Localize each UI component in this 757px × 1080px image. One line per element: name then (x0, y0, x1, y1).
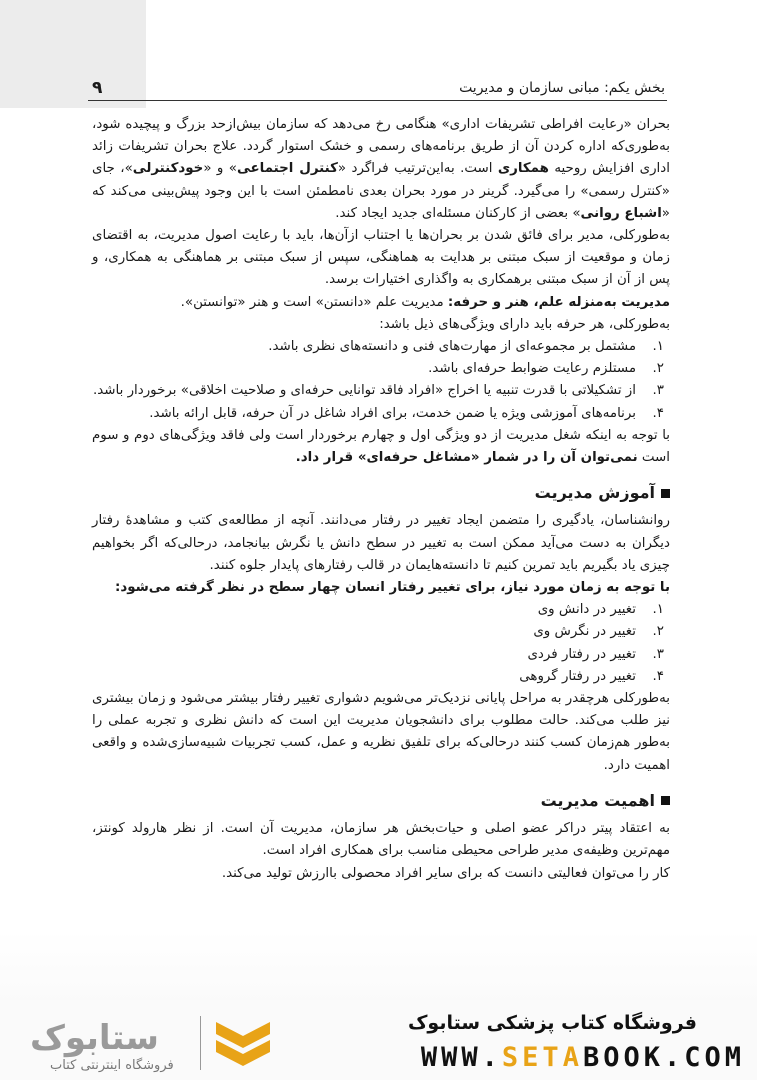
list-item-text: مستلزم رعایت ضوابط حرفه‌ای باشد. (428, 361, 636, 377)
text-run: مدیریت علم «دانستن» است و هنر «توانستن». (180, 294, 448, 310)
list-number: ۲. (652, 624, 664, 640)
store-name: فروشگاه کتاب پزشکی ستابوک (407, 1012, 697, 1034)
paragraph-change-levels-intro: با توجه به زمان مورد نیاز، برای تغییر رفتار انسان چهار سطح در نظر گرفته می‌شود: (115, 580, 670, 596)
bold-text-run: مدیریت به‌منزله علم، هنر و حرفه: (447, 294, 670, 310)
paragraph-learning: روانشناسان، یادگیری را متضمن ایجاد تغییر در رفتار می‌دانند. آنچه از مطالعه‌ی کتب و مشاهدهٔ رفتار دیگران به دست می‌آید ممکن است به تغییر در سطح دانش یا نگرش بیانجامد، درحالی‌که اگر بخواهیم چیزی یاد بگیریم باید تمرین کنیم تا دانسته‌هایمان در قالب رفتارهای پایدار جلوه کنند. (92, 513, 670, 573)
list-item (92, 336, 670, 358)
list-number: ۱. (652, 602, 664, 618)
url-highlight: SETA (501, 1042, 583, 1073)
list-number: ۴. (652, 405, 664, 421)
paragraph-management-styles: به‌طورکلی، مدیر برای فائق شدن بر بحران‌ها یا اجتناب ازآن‌ها، باید با رعایت اصول مدیریت، به اقتضای زمان و موقعیت از سبک مبتنی بر هدایت به هماهنگی، سپس از سبک مبتنی بر هماهنگی به همکاری، و پس از آن از سبک مبتنی برهمکاری به واگذاری اختیارات برسد. (92, 228, 670, 288)
list-item (92, 380, 670, 402)
list-item-text: تغییر در دانش وی (537, 602, 636, 618)
list-number: ۲. (652, 361, 664, 377)
paragraph-science-art-profession (92, 292, 670, 314)
url-prefix: WWW. (420, 1042, 502, 1073)
change-levels-list (92, 599, 670, 688)
logo-divider (200, 1016, 201, 1070)
text-run: » بعضی از کارکنان مسئله‌ای جدید ایجاد کند. (335, 205, 581, 221)
list-item (92, 644, 670, 666)
paragraph-profession-conclusion (92, 425, 670, 469)
bold-text-run: همکاری (497, 161, 549, 177)
footer-fade (0, 930, 757, 1000)
list-item-text: از تشکیلاتی با قدرت تنبیه یا اخراج «افراد فاقد توانایی حرفه‌ای و صلاحیت اخلاقی» برخوردار باشد. (93, 383, 636, 399)
paragraph-drucker-koontz: به اعتقاد پیتر دراکر عضو اصلی و حیات‌بخش هر سازمان، مدیریت آن است. از نظر هارولد کونتز، مهم‌ترین وظیفه‌ی مدیر طراحی محیطی مناسب برای همکاری افراد است. (92, 821, 670, 859)
square-bullet-icon (661, 489, 670, 498)
list-number: ۳. (652, 646, 664, 662)
store-url[interactable] (421, 1042, 745, 1073)
profession-features-list (92, 336, 670, 425)
section-heading-text: اهمیت مدیریت (540, 790, 655, 810)
list-item (92, 666, 670, 688)
text-run: است. به‌این‌ترتیب فراگرد « (337, 161, 498, 177)
paragraph-profession-intro: به‌طورکلی، هر حرفه باید دارای ویژگی‌های ذیل باشد: (379, 316, 670, 332)
page-body (92, 114, 670, 885)
list-item (92, 403, 670, 425)
paragraph-work-definition: کار را می‌توان فعالیتی دانست که برای سایر افراد محصولی باارزش تولید می‌کند. (221, 865, 670, 881)
url-suffix: BOOK.COM (582, 1042, 745, 1073)
list-number: ۳. (652, 383, 664, 399)
list-item-text: تغییر در رفتار گروهی (519, 668, 636, 684)
list-item-text: تغییر در رفتار فردی (527, 646, 636, 662)
text-run: با توجه به اینکه شغل مدیریت از دو ویژگی اول و چهارم برخوردار است ولی فاقد ویژگی‌های دوم و سوم است (92, 427, 670, 466)
text-run: » و « (203, 161, 237, 177)
page-corner-shade (0, 0, 146, 108)
logo-wordmark: ستابوک (30, 1018, 159, 1058)
list-number: ۴. (652, 668, 664, 684)
paragraph-bureaucracy-crisis (92, 114, 670, 225)
text-run: بحران «رعایت افراطی تشریفات اداری» هنگامی رخ می‌دهد که سازمان بیش‌ازحد بزرگ و پیچیده شود، به‌طوری‌که اداره کردن آن از طریق برنامه‌های رسمی و خشک استوار گردد. علاج بحران تشریفات زائد اداری افزایش روحیه (92, 117, 670, 177)
list-item (92, 621, 670, 643)
paragraph-change-difficulty: به‌طورکلی هرچقدر به مراحل پایانی نزدیک‌تر می‌شویم دشواری تغییر رفتار بیشتر می‌شود و زمان بیشتری نیز طلب می‌کند. حالت مطلوب برای دانشجویان مدیریت این است که دانش نظری و تجربه عملی را به‌طور هم‌زمان کسب کنند درحالی‌که برای تلفیق نظریه و عمل، کسب تجربیات شبیه‌سازی‌شده و واقعی اهمیت دارد. (92, 691, 670, 773)
text-run: »، جای «کنترل رسمی» را می‌گیرد. گرینر در مورد بحران بعدی نامطمئن است با این وجود پیش‌بینی می‌کند که « (92, 161, 670, 221)
logo-subtitle: فروشگاه اینترنتی کتاب (50, 1058, 174, 1073)
section-heading-management-training (92, 482, 670, 504)
section-heading-importance (92, 790, 670, 812)
list-item-text: تغییر در نگرش وی (533, 624, 636, 640)
setabook-chevron-logo-icon (212, 1016, 274, 1072)
bold-text-run: خودکنترلی (132, 161, 204, 177)
section-heading-text: آموزش مدیریت (534, 483, 655, 503)
square-bullet-icon (661, 796, 670, 805)
list-item (92, 358, 670, 380)
list-number: ۱. (652, 339, 664, 355)
list-item-text: مشتمل بر مجموعه‌ای از مهارت‌های فنی و دانسته‌های نظری باشد. (268, 339, 636, 355)
bold-text-run: نمی‌توان آن را در شمار «مشاغل حرفه‌ای» قرار داد. (295, 450, 638, 466)
bold-text-run: اشباع روانی (580, 205, 662, 221)
bold-text-run: کنترل اجتماعی (236, 161, 338, 177)
running-header-title: بخش یکم: مبانی سازمان و مدیریت (459, 80, 665, 96)
list-item-text: برنامه‌های آموزشی ویژه یا ضمن خدمت، برای افراد شاغل در آن حرفه، قابل ارائه باشد. (149, 405, 636, 421)
header-rule (88, 100, 667, 101)
list-item (92, 599, 670, 621)
page-number: ۹ (92, 78, 103, 98)
